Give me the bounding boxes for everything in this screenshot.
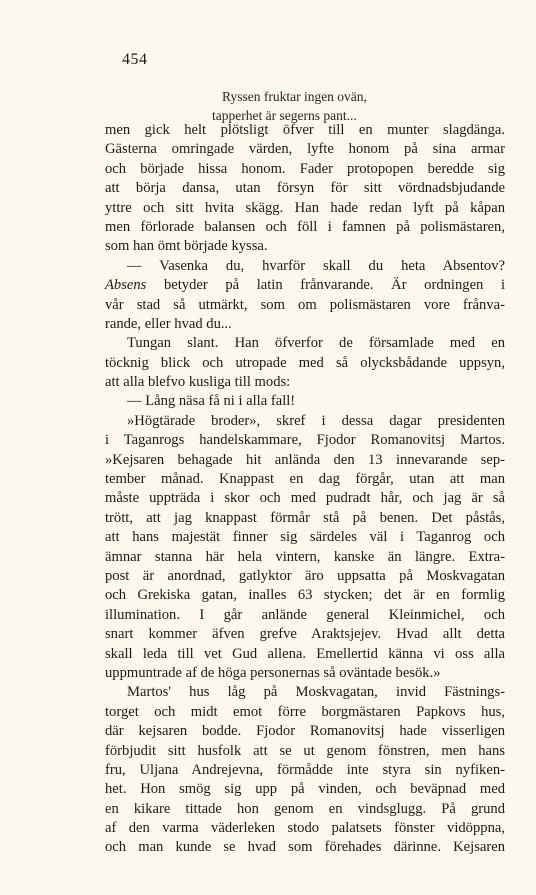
text-line: att alla blefvo kusliga till mods: [105, 374, 291, 391]
text-line: torget och midt emot förre borgmästaren Papkovs hus, [105, 703, 505, 720]
text-line: att hans majestät finner sig särdeles väl i Taganrog och [105, 529, 505, 546]
text-line: och Grekiska gatan, inalles 63 stycken; det är en formlig [105, 587, 505, 604]
text-line: förbjudit sitt husfolk att se ut genom fönstren, men hans [105, 742, 505, 759]
verse-line-2: tapperhet är segerns pant... [212, 108, 357, 123]
text-line: Tungan slant. Han öfverfor de församlade med en [127, 335, 505, 352]
text-line: skall leda till vet Gud allena. Emellertid känna vi oss alla [105, 645, 505, 662]
text-line: en kikare tittade hon genom en vindsglugg. På grund [105, 800, 505, 817]
text-line: yttre och sitt hvita skägg. Han hade redan lyft på kåpan [105, 199, 505, 216]
text-line: uppmuntrade af de höga personernas så oväntade besök.» [105, 664, 441, 681]
text-line: »Kejsaren behagade hit anlända den 13 innevarande sep- [105, 451, 505, 468]
text-line: Gästerna omringade värden, lyfte honom på sina armar [105, 141, 505, 158]
text-line: snart kommer äfven grefve Araktsjejev. Hvad allt detta [105, 626, 505, 643]
text-line: Martos' hus låg på Moskvagatan, invid Fästnings- [127, 684, 505, 701]
text-line: att börja dansa, utan försyn för sitt vördnadsbjudande [105, 180, 505, 197]
text-line: i Taganrogs handelskammare, Fjodor Romanovitsj Martos. [105, 432, 505, 449]
text-line: tember månad. Knappast en dag förgår, utan att man [105, 471, 505, 488]
text-line: töcknig blick och utropade med så olycksbådande uppsyn, [105, 354, 505, 371]
text-line: måste uppträda i skor och med pudradt hår, och jag är så [105, 490, 505, 507]
text-line: där kejsaren bodde. Fjodor Romanovitsj hade visserligen [105, 723, 505, 740]
text-line: — Vasenka du, hvarför skall du heta Absentov? [127, 257, 505, 274]
text-line: men förlorade balansen och föll i famnen på polismästaren, [105, 218, 505, 235]
text-line: vår stad så utmärkt, som om polismästaren vore frånva- [105, 296, 505, 313]
text-line: men gick helt plötsligt öfver till en munter slagdänga. [105, 122, 505, 138]
text-line: och började hissa honom. Fader protopopen beredde sig [105, 160, 505, 177]
text-line: fru, Uljana Andrejevna, förmådde inte styra sin nyfiken- [105, 761, 505, 778]
text-line: af den varma väderleken stodo palatsets fönster vidöppna, [105, 820, 505, 837]
body-text [105, 121, 505, 858]
text-line-rest: betyder på latin frånvarande. Är ordningen i [146, 277, 505, 294]
text-line [105, 276, 505, 295]
text-line: ämnar stanna här hela vintern, kanske än längre. Extra- [105, 548, 505, 565]
text-line: illumination. I går anlände general Kleinmichel, och [105, 606, 505, 623]
text-line: trött, att jag knappast förmår stå på benen. Det påstås, [105, 509, 505, 526]
text-line: post är anordnad, gatlyktor äro uppsatta på Moskvagatan [105, 567, 505, 584]
text-line: »Högtärade broder», skref i dessa dagar presidenten [127, 412, 505, 429]
text-line: rande, eller hvad du... [105, 315, 232, 332]
italic-word: Absens [105, 277, 147, 294]
text-line: som han ömt började kyssa. [105, 238, 268, 255]
page-number: 454 [122, 51, 148, 68]
text-line: het. Hon smög sig upp på vinden, och beväpnad med [105, 781, 505, 798]
text-line: — Lång näsa få ni i alla fall! [127, 393, 296, 410]
verse-line-1: Ryssen fruktar ingen ovän, [222, 89, 367, 104]
text-line: och man kunde se hvad som förehades därinne. Kejsaren [105, 839, 505, 856]
